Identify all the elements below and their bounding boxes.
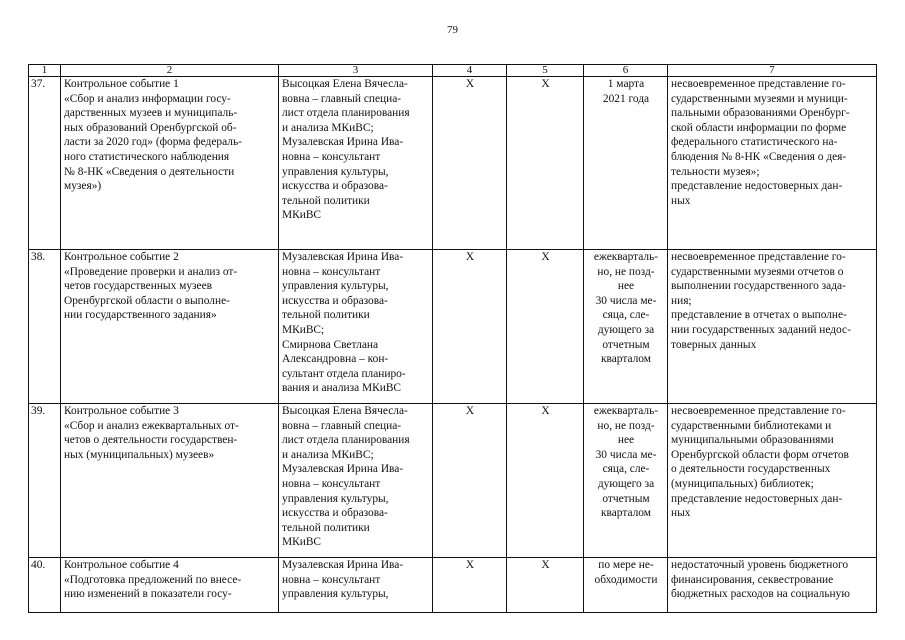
control-events-table [28, 64, 877, 613]
header-cell: 5 [507, 65, 584, 77]
responsible-cell: Высоцкая Елена Вячесла- вовна – главный специа- лист отдела планирования и анализа МКиВС; Музалевская Ирина Ива- новна – консультант управления культуры, искусства и образова- тельной политики МКиВС [279, 404, 433, 558]
col4-cell: X [433, 404, 507, 558]
row-number: 38. [29, 250, 61, 404]
event-cell: Контрольное событие 2 «Проведение проверки и анализ от- четов государственных музеев Оренбургской области о выполне- нии государственного задания» [61, 250, 279, 404]
event-cell: Контрольное событие 1 «Сбор и анализ информации госу- дарственных музеев и муниципаль- ных образований Оренбургской об- ласти за 2020 год» (форма федераль- ного статистического наблюдения № 8-НК «Сведения о деятельности музея») [61, 77, 279, 250]
deadline-cell: ежекварталь- но, не позд- нее 30 числа ме- сяца, сле- дующего за отчетным кварталом [584, 404, 668, 558]
header-cell: 2 [61, 65, 279, 77]
col5-cell: X [507, 404, 584, 558]
deadline-cell: по мере не- обходимости [584, 558, 668, 613]
responsible-cell: Музалевская Ирина Ива- новна – консультант управления культуры, [279, 558, 433, 613]
risks-cell: несвоевременное представление го- сударственными музеями и муници- пальными образованиями Оренбург- ской области информации по форме федерального статистического на- блюдения № 8-НК «Сведения о дея- тельности музея»; представление недостоверных дан- ных [668, 77, 877, 250]
col4-cell: X [433, 77, 507, 250]
row-number: 39. [29, 404, 61, 558]
col5-cell: X [507, 558, 584, 613]
table-row [29, 77, 877, 250]
row-number: 40. [29, 558, 61, 613]
header-cell: 3 [279, 65, 433, 77]
table-row [29, 250, 877, 404]
header-row [29, 65, 877, 77]
risks-cell: несвоевременное представление го- сударственными музеями отчетов о выполнении государственного зада- ния; представление в отчетах о выполне- нии государственных заданий недос- товерных данных [668, 250, 877, 404]
col5-cell: X [507, 77, 584, 250]
col5-cell: X [507, 250, 584, 404]
responsible-cell: Музалевская Ирина Ива- новна – консультант управления культуры, искусства и образова- тельной политики МКиВС; Смирнова Светлана Александровна – кон- сультант отдела планиро- вания и анализа МКиВС [279, 250, 433, 404]
risks-cell: несвоевременное представление го- сударственными библиотеками и муниципальными образованиями Оренбургской области форм отчетов о деятельности государственных (муниципальных) библиотек; представление недостоверных дан- ных [668, 404, 877, 558]
header-cell: 1 [29, 65, 61, 77]
col4-cell: X [433, 250, 507, 404]
risks-cell: недостаточный уровень бюджетного финансирования, секвестрование бюджетных расходов на социальную [668, 558, 877, 613]
event-cell: Контрольное событие 3 «Сбор и анализ ежеквартальных от- четов о деятельности государствен- ных (муниципальных) музеев» [61, 404, 279, 558]
deadline-cell: ежекварталь- но, не позд- нее 30 числа ме- сяца, сле- дующего за отчетным кварталом [584, 250, 668, 404]
table-row [29, 558, 877, 613]
responsible-cell: Высоцкая Елена Вячесла- вовна – главный специа- лист отдела планирования и анализа МКиВС; Музалевская Ирина Ива- новна – консультант управления культуры, искусства и образова- тельной политики МКиВС [279, 77, 433, 250]
header-cell: 6 [584, 65, 668, 77]
col4-cell: X [433, 558, 507, 613]
row-number: 37. [29, 77, 61, 250]
deadline-cell: 1 марта 2021 года [584, 77, 668, 250]
header-cell: 4 [433, 65, 507, 77]
header-cell: 7 [668, 65, 877, 77]
table-row [29, 404, 877, 558]
event-cell: Контрольное событие 4 «Подготовка предложений по внесе- нию изменений в показатели госу- [61, 558, 279, 613]
page-number: 79 [447, 24, 458, 36]
